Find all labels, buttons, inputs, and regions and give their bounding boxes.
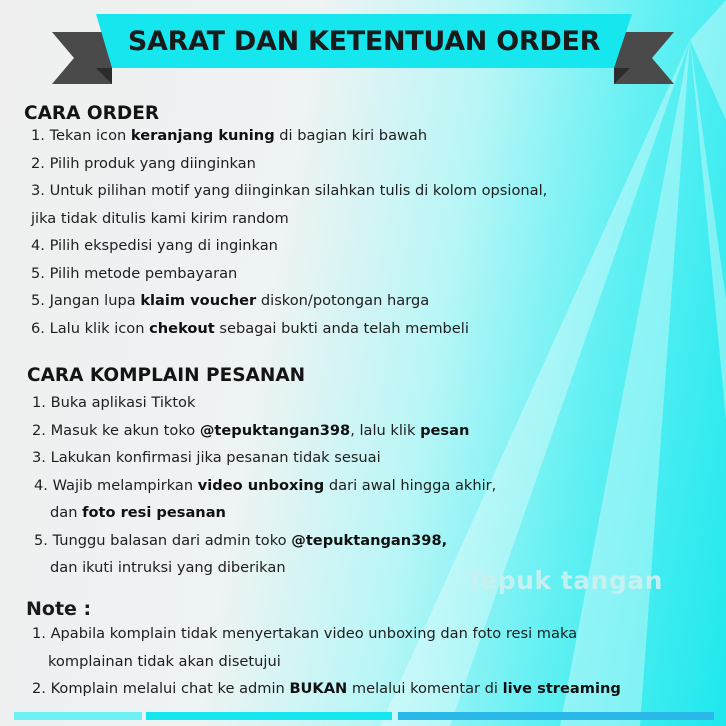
line-text: , lalu klik <box>350 422 421 439</box>
line-text: dan ikuti intruksi yang diberikan <box>50 559 286 576</box>
emphasis-text: pesan <box>420 422 470 439</box>
list-item <box>32 625 577 642</box>
list-item <box>48 653 281 670</box>
line-text: 4. Pilih ekspedisi yang di inginkan <box>31 237 278 254</box>
note-heading: Note : <box>26 598 92 620</box>
list-item <box>50 504 226 521</box>
emphasis-text: video unboxing <box>197 477 325 494</box>
line-text: dan <box>50 504 83 521</box>
emphasis-text: BUKAN <box>289 680 348 697</box>
line-text: di bagian kiri bawah <box>274 127 428 144</box>
list-item <box>34 532 447 549</box>
line-text: 5. Tunggu balasan dari admin toko <box>34 532 292 549</box>
line-text: melalui komentar di <box>347 680 503 697</box>
list-item <box>31 210 289 227</box>
line-text: 2. Pilih produk yang diinginkan <box>31 155 256 172</box>
list-item <box>31 265 237 282</box>
line-text: dari awal hingga akhir, <box>324 477 497 494</box>
line-text: 3. Lakukan konfirmasi jika pesanan tidak sesuai <box>32 449 381 466</box>
footer-bar-3 <box>398 712 714 720</box>
emphasis-text: keranjang kuning <box>130 127 275 144</box>
footer-bar-2 <box>146 712 392 720</box>
page-title: SARAT DAN KETENTUAN ORDER <box>127 25 601 57</box>
emphasis-text: @tepuktangan398, <box>291 532 448 549</box>
line-text: 1. Tekan icon <box>31 127 131 144</box>
emphasis-text: chekout <box>149 320 215 337</box>
line-text: sebagai bukti anda telah membeli <box>214 320 469 337</box>
list-item <box>32 422 469 439</box>
line-text: 5. Pilih metode pembayaran <box>31 265 238 282</box>
line-text: 5. Jangan lupa <box>31 292 141 309</box>
list-item <box>31 182 547 199</box>
emphasis-text: klaim voucher <box>140 292 257 309</box>
line-text: 6. Lalu klik icon <box>31 320 150 337</box>
line-text: 2. Komplain melalui chat ke admin <box>32 680 290 697</box>
list-item <box>31 127 427 144</box>
cara-komplain-heading: CARA KOMPLAIN PESANAN <box>27 365 306 386</box>
list-item <box>32 394 195 411</box>
list-item <box>31 320 469 337</box>
line-text: 3. Untuk pilihan motif yang diinginkan silahkan tulis di kolom opsional, <box>31 182 548 199</box>
emphasis-text: live streaming <box>502 680 621 697</box>
line-text: jika tidak ditulis kami kirim random <box>31 210 289 227</box>
list-item <box>31 292 429 309</box>
emphasis-text: @tepuktangan398 <box>199 422 351 439</box>
footer-bar-1 <box>14 712 142 720</box>
watermark-text: Tepuk tangan <box>466 566 663 595</box>
line-text: 2. Masuk ke akun toko <box>32 422 200 439</box>
list-item <box>34 477 496 494</box>
cara-order-heading: CARA ORDER <box>24 103 160 124</box>
line-text: 4. Wajib melampirkan <box>34 477 198 494</box>
line-text: 1. Buka aplikasi Tiktok <box>32 394 196 411</box>
list-item <box>50 559 286 576</box>
line-text: diskon/potongan harga <box>256 292 430 309</box>
line-text: komplainan tidak akan disetujui <box>48 653 281 670</box>
list-item <box>32 680 621 697</box>
line-text: 1. Apabila komplain tidak menyertakan video unboxing dan foto resi maka <box>32 625 578 642</box>
list-item <box>32 449 381 466</box>
list-item <box>31 237 278 254</box>
list-item <box>31 155 256 172</box>
emphasis-text: foto resi pesanan <box>82 504 226 521</box>
